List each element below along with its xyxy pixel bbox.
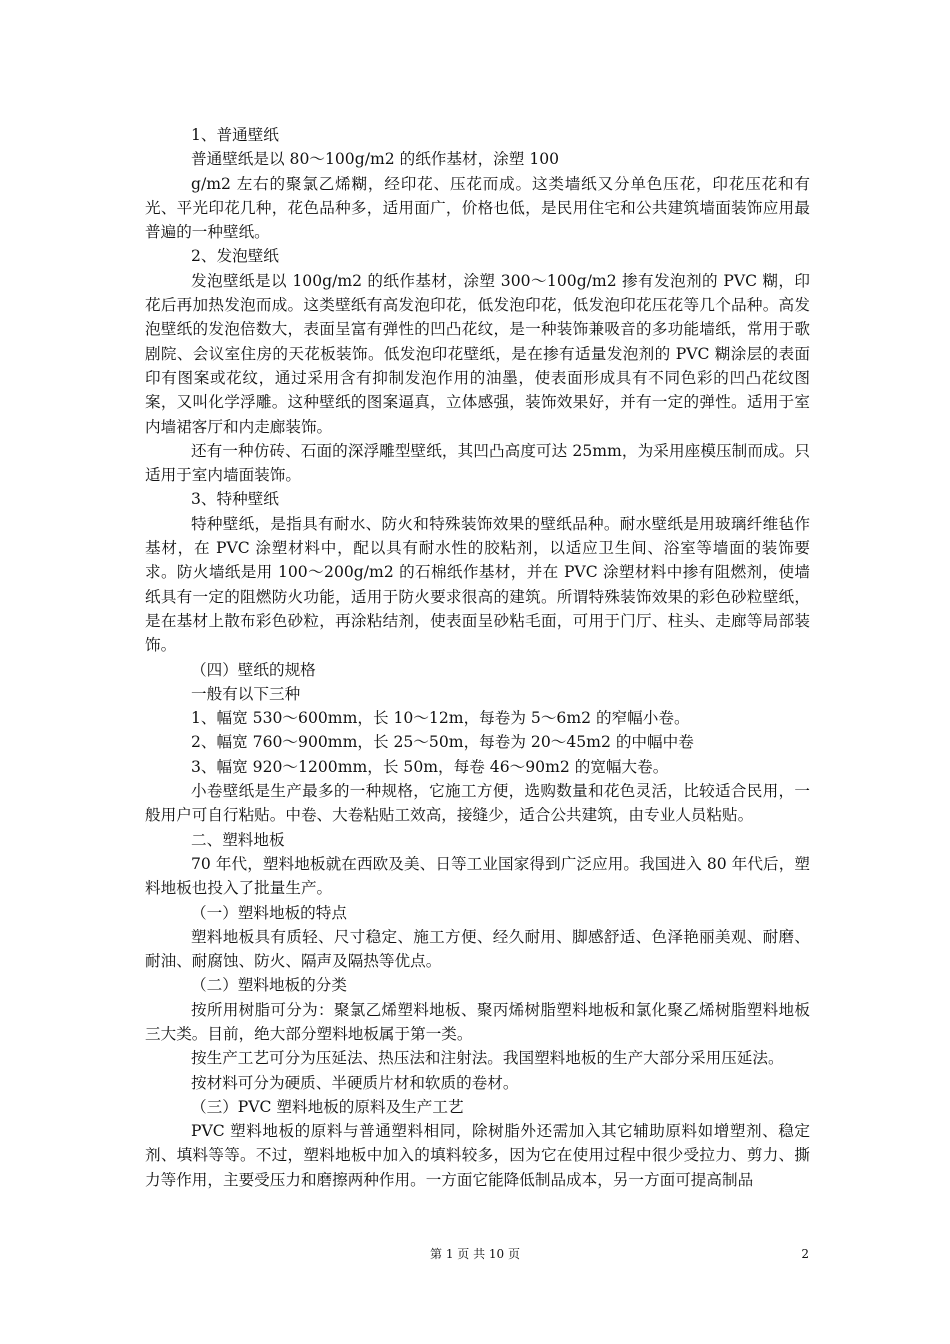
- paragraph: 1、普通壁纸: [191, 126, 279, 144]
- paragraph: 特种壁纸，是指具有耐水、防火和特殊装饰效果的壁纸品种。耐水壁纸是用玻璃纤维毡作基材，在 PVC 涂塑材料中，配以具有耐水性的胶粘剂，以适应卫生间、浴室等墙面的装饰要求。防火墙纸是用 100～200g/m2 的石棉纸作基材，并在 PVC 涂塑材料中掺有阻燃剂，使墙纸具有一定的阻燃防火功能，适用于防火要求很高的建筑。所谓特殊装饰效果的彩色砂粒壁纸，是在基材上散布彩色砂粒，再涂粘结剂，使表面呈砂粘毛面，可用于门厅、柱头、走廊等局部装饰。: [145, 514, 810, 655]
- paragraph: 3、特种壁纸: [191, 490, 279, 509]
- paragraph: 2、发泡壁纸: [191, 247, 279, 266]
- paragraph: 塑料地板具有质轻、尺寸稳定、施工方便、经久耐用、脚感舒适、色泽艳丽美观、耐磨、耐油、耐腐蚀、防火、隔声及隔热等优点。: [145, 927, 810, 971]
- paragraph: 小卷壁纸是生产最多的一种规格，它施工方便，选购数量和花色灵活，比较适合民用，一般用户可自行粘贴。中卷、大卷粘贴工效高，接缝少，适合公共建筑，由专业人员粘贴。: [145, 782, 810, 825]
- paragraph: 2、幅宽 760～900mm，长 25～50m，每卷为 20～45m2 的中幅中卷: [191, 733, 694, 752]
- paragraph: 1、幅宽 530～600mm，长 10～12m，每卷为 5～6m2 的窄幅小卷。: [191, 709, 690, 728]
- paragraph: 普通壁纸是以 80～100g/m2 的纸作基材，涂塑 100: [191, 150, 560, 169]
- paragraph: 发泡壁纸是以 100g/m2 的纸作基材，涂塑 300～100g/m2 掺有发泡剂的 PVC 糊，印花后再加热发泡而成。这类壁纸有高发泡印花，低发泡印花，低发泡印花压花等几个品种。高发泡壁纸的发泡倍数大，表面呈富有弹性的凹凸花纹，是一种装饰兼吸音的多功能墙纸，常用于歌剧院、会议室住房的天花板装饰。低发泡印花壁纸，是在掺有适量发泡剂的 PVC 糊涂层的表面印有图案或花纹，通过采用含有抑制发泡作用的油墨，使表面形成具有不同色彩的凹凸花纹图案，又叫化学浮雕。这种壁纸的图案逼真，立体感强，装饰效果好，并有一定的弹性。适用于室内墙裙客厅和内走廊装饰。: [145, 271, 810, 436]
- paragraph: 一般有以下三种: [191, 684, 301, 703]
- paragraph: （三）PVC 塑料地板的原料及生产工艺: [191, 1097, 464, 1116]
- paragraph: 按材料可分为硬质、半硬质片材和软质的卷材。: [191, 1073, 519, 1092]
- page-footer-info: 第 1 页 共 10 页: [430, 1247, 520, 1261]
- paragraph: 二、塑料地板: [191, 830, 285, 849]
- paragraph: （二）塑料地板的分类: [191, 976, 347, 995]
- paragraph: PVC 塑料地板的原料与普通塑料相同，除树脂外还需加入其它辅助原料如增塑剂、稳定剂、填料等等。不过，塑料地板中加入的填料较多，因为它在使用过程中很少受拉力、剪力、撕力等作用，主要受压力和磨擦两种作用。一方面它能降低制品成本，另一方面可提高制品: [145, 1122, 810, 1189]
- paragraph: （一）塑料地板的特点: [191, 903, 347, 922]
- paragraph: 3、幅宽 920～1200mm，长 50m，每卷 46～90m2 的宽幅大卷。: [191, 757, 669, 776]
- document-body: [145, 123, 810, 1192]
- paragraph: 还有一种仿砖、石面的深浮雕型壁纸，其凹凸高度可达 25mm，为采用座模压制而成。只适用于室内墙面装饰。: [145, 441, 810, 485]
- page-number: 2: [801, 1247, 809, 1261]
- paragraph: 按所用树脂可分为：聚氯乙烯塑料地板、聚丙烯树脂塑料地板和氯化聚乙烯树脂塑料地板三大类。目前，绝大部分塑料地板属于第一类。: [145, 1000, 810, 1043]
- paragraph: 70 年代，塑料地板就在西欧及美、日等工业国家得到广泛应用。我国进入 80 年代后，塑料地板也投入了批量生产。: [145, 854, 810, 898]
- paragraph: （四）壁纸的规格: [191, 660, 316, 679]
- paragraph: g/m2 左右的聚氯乙烯糊，经印花、压花而成。这类墙纸又分单色压花，印花压花和有光、平光印花几种，花色品种多，适用面广，价格也低，是民用住宅和公共建筑墙面装饰应用最普遍的一种壁纸。: [145, 174, 810, 242]
- paragraph: 按生产工艺可分为压延法、热压法和注射法。我国塑料地板的生产大部分采用压延法。: [191, 1049, 784, 1068]
